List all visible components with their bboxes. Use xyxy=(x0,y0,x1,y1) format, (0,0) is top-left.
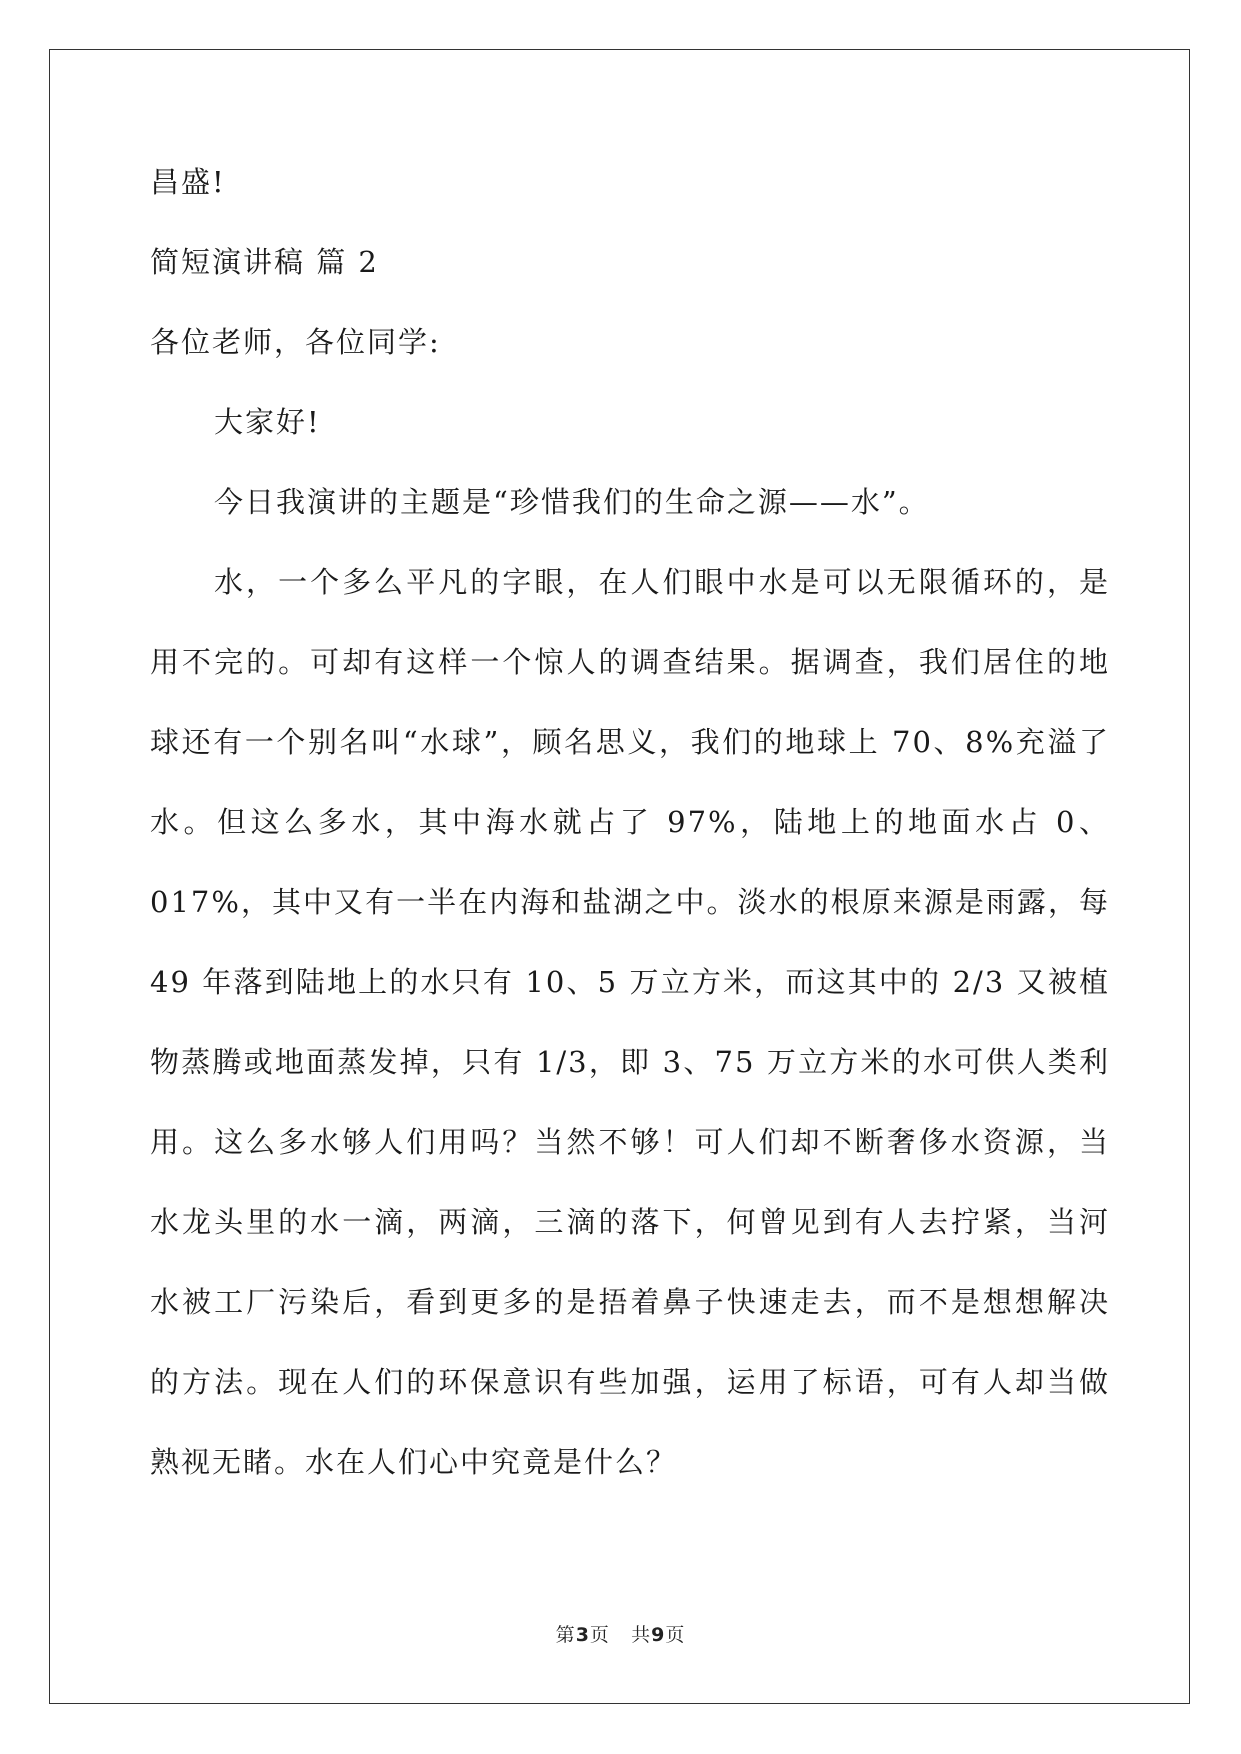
section-heading: 简短演讲稿 篇 2 xyxy=(150,245,379,279)
page-unit: 页 xyxy=(589,1624,610,1646)
total-prefix: 共 xyxy=(631,1624,652,1646)
page-prefix: 第 xyxy=(555,1624,576,1646)
total-unit: 页 xyxy=(665,1624,686,1646)
speech-topic: 今日我演讲的主题是“珍惜我们的生命之源——水”。 xyxy=(214,485,930,519)
document-body xyxy=(150,162,1110,1502)
text-line-closing: 昌盛! xyxy=(150,165,226,199)
speech-paragraph: 水，一个多么平凡的字眼，在人们眼中水是可以无限循环的，是用不完的。可却有这样一个惊人的调查结果。据调查，我们居住的地球还有一个别名叫“水球”，顾名思义，我们的地球上 70、8%充溢了水。但这么多水，其中海水就占了 97%，陆地上的地面水占 0、017%，其中又有一半在内海和盐湖之中。淡水的根原来源是雨露，每 49 年落到陆地上的水只有 10、5 万立方米，而这其中的 2/3 又被植物蒸腾或地面蒸发掉，只有 1/3，即 3、75 万立方米的水可供人类利用。这么多水够人们用吗？当然不够！可人们却不断奢侈水资源，当水龙头里的水一滴，两滴，三滴的落下，何曾见到有人去拧紧，当河水被工厂污染后，看到更多的是捂着鼻子快速走去，而不是想想解决的方法。现在人们的环保意识有些加强，运用了标语，可有人却当做熟视无睹。水在人们心中究竟是什么？ xyxy=(150,565,1110,1479)
greeting: 大家好! xyxy=(214,405,321,439)
page-total: 9 xyxy=(651,1624,666,1646)
page-footer xyxy=(0,1620,1241,1647)
salutation: 各位老师，各位同学: xyxy=(150,325,441,359)
page-current: 3 xyxy=(575,1624,590,1646)
